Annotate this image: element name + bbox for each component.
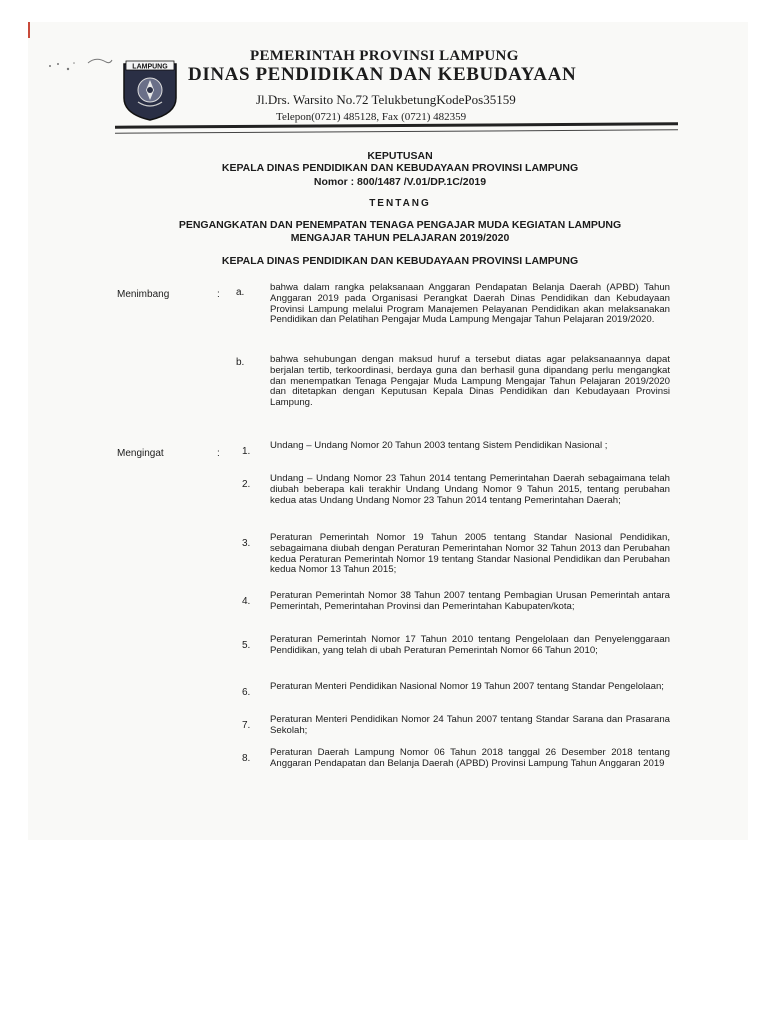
letterhead-address: Jl.Drs. Warsito No.72 TelukbetungKodePos35159 — [256, 92, 516, 107]
menimbang-item-text: bahwa dalam rangka pelaksanaan Anggaran Pendapatan Belanja Daerah (APBD) Tahun Anggaran 2019 pada Organisasi Perangkat Daerah Dinas Pendidikan dan Kebudayaan Provinsi Lampung melalui Program Manajemen Pelayanan Pendidikan akan melaksanakan Pendidikan dan Pelatihan Pengajar Muda Lampung Mengajar Tahun Pelajaran 2019/2020. — [270, 282, 670, 326]
decree-number: Nomor : 800/1487 /V.01/DP.1C/2019 — [313, 176, 487, 188]
menimbang-colon: : — [217, 289, 220, 300]
mengingat-item-text: Peraturan Pemerintah Nomor 38 Tahun 2007 tentang Pembagian Urusan Pemerintah antara Pemerintah, Pemerintahan Provinsi dan Pemerintahan Kabupaten/kota; — [270, 590, 670, 612]
mengingat-item-mark: 5. — [242, 640, 251, 651]
mengingat-item-text: Peraturan Pemerintah Nomor 19 Tahun 2005 tentang Standar Nasional Pendidikan, sebagaimana diubah dengan Peraturan Pemerintahan Nomor 32 Tahun 2013 dan Perubahan kedua Peraturan Pemerintah Nomor 19 tentang Standar Nasional Pendidikan dan Perubahan kedua Nomor 13 Tahun 2015; — [270, 532, 670, 576]
decree-subject-line2: MENGAJAR TAHUN PELAJARAN 2019/2020 — [290, 232, 510, 244]
menimbang-item-mark: b. — [236, 357, 245, 368]
mengingat-item-mark: 6. — [242, 687, 251, 698]
menimbang-label: Menimbang — [117, 289, 170, 300]
decree-authority: KEPALA DINAS PENDIDIKAN DAN KEBUDAYAAN PROVINSI LAMPUNG — [221, 255, 579, 267]
letterhead-agency: DINAS PENDIDIKAN DAN KEBUDAYAAN — [188, 64, 577, 85]
lampung-crest-logo — [120, 58, 180, 122]
menimbang-item-text: bahwa sehubungan dengan maksud huruf a tersebut diatas agar pelaksanaannya dapat berjalan tertib, terkoordinasi, berdaya guna dan berhasil guna dipandang perlu mengangkat dan menempatkan Tenaga Pengajar Muda Lampung Mengajar Tahun Pelajaran 2019/2020 dan ditetapkan dengan Keputusan Kepala Dinas Pendidikan dan Kebudayaan Provinsi Lampung. — [270, 354, 670, 409]
decree-about-label: TENTANG — [369, 198, 431, 209]
mengingat-item-mark: 2. — [242, 479, 251, 490]
letterhead-government: PEMERINTAH PROVINSI LAMPUNG — [250, 48, 519, 64]
mengingat-item-mark: 3. — [242, 538, 251, 549]
mengingat-item-text: Peraturan Pemerintah Nomor 17 Tahun 2010 tentang Pengelolaan dan Penyelenggaraan Pendidikan, yang telah di ubah Peraturan Pemerintah Nomor 66 Tahun 2010; — [270, 634, 670, 656]
mengingat-item-text: Peraturan Menteri Pendidikan Nomor 24 Tahun 2007 tentang Standar Sarana dan Prasarana Sekolah; — [270, 714, 670, 736]
mengingat-item-text: Undang – Undang Nomor 20 Tahun 2003 tentang Sistem Pendidikan Nasional ; — [270, 440, 608, 451]
scan-smudge — [44, 54, 114, 74]
decree-issuer: KEPALA DINAS PENDIDIKAN DAN KEBUDAYAAN PROVINSI LAMPUNG — [221, 162, 579, 174]
mengingat-item-mark: 7. — [242, 720, 251, 731]
menimbang-item-mark: a. — [236, 287, 245, 298]
mengingat-item-text: Undang – Undang Nomor 23 Tahun 2014 tentang Pemerintahan Daerah sebagaimana telah diubah beberapa kali terakhir Undang Undang Nomor 9 Tahun 2015, tentang perubahan kedua atas Undang Undang Nomor 23 Tahun 2014 tentang Pemerintahan Daerah; — [270, 473, 670, 506]
scan-edge-mark — [28, 22, 30, 38]
letterhead-contact: Telepon(0721) 485128, Fax (0721) 482359 — [276, 111, 467, 123]
mengingat-item-mark: 4. — [242, 596, 251, 607]
mengingat-item-mark: 1. — [242, 446, 251, 457]
decree-subject-line1: PENGANGKATAN DAN PENEMPATAN TENAGA PENGAJAR MUDA KEGIATAN LAMPUNG — [178, 219, 622, 231]
decree-type: KEPUTUSAN — [367, 150, 433, 162]
mengingat-label: Mengingat — [117, 448, 164, 459]
mengingat-colon: : — [217, 448, 220, 459]
logo-label: LAMPUNG — [132, 63, 168, 71]
mengingat-item-text: Peraturan Menteri Pendidikan Nasional Nomor 19 Tahun 2007 tentang Standar Pengelolaan; — [270, 681, 664, 692]
mengingat-item-text: Peraturan Daerah Lampung Nomor 06 Tahun 2018 tanggal 26 Desember 2018 tentang Anggaran Pendapatan dan Belanja Daerah (APBD) Provinsi Lampung Tahun Anggaran 2019 — [270, 747, 670, 769]
mengingat-item-mark: 8. — [242, 753, 251, 764]
